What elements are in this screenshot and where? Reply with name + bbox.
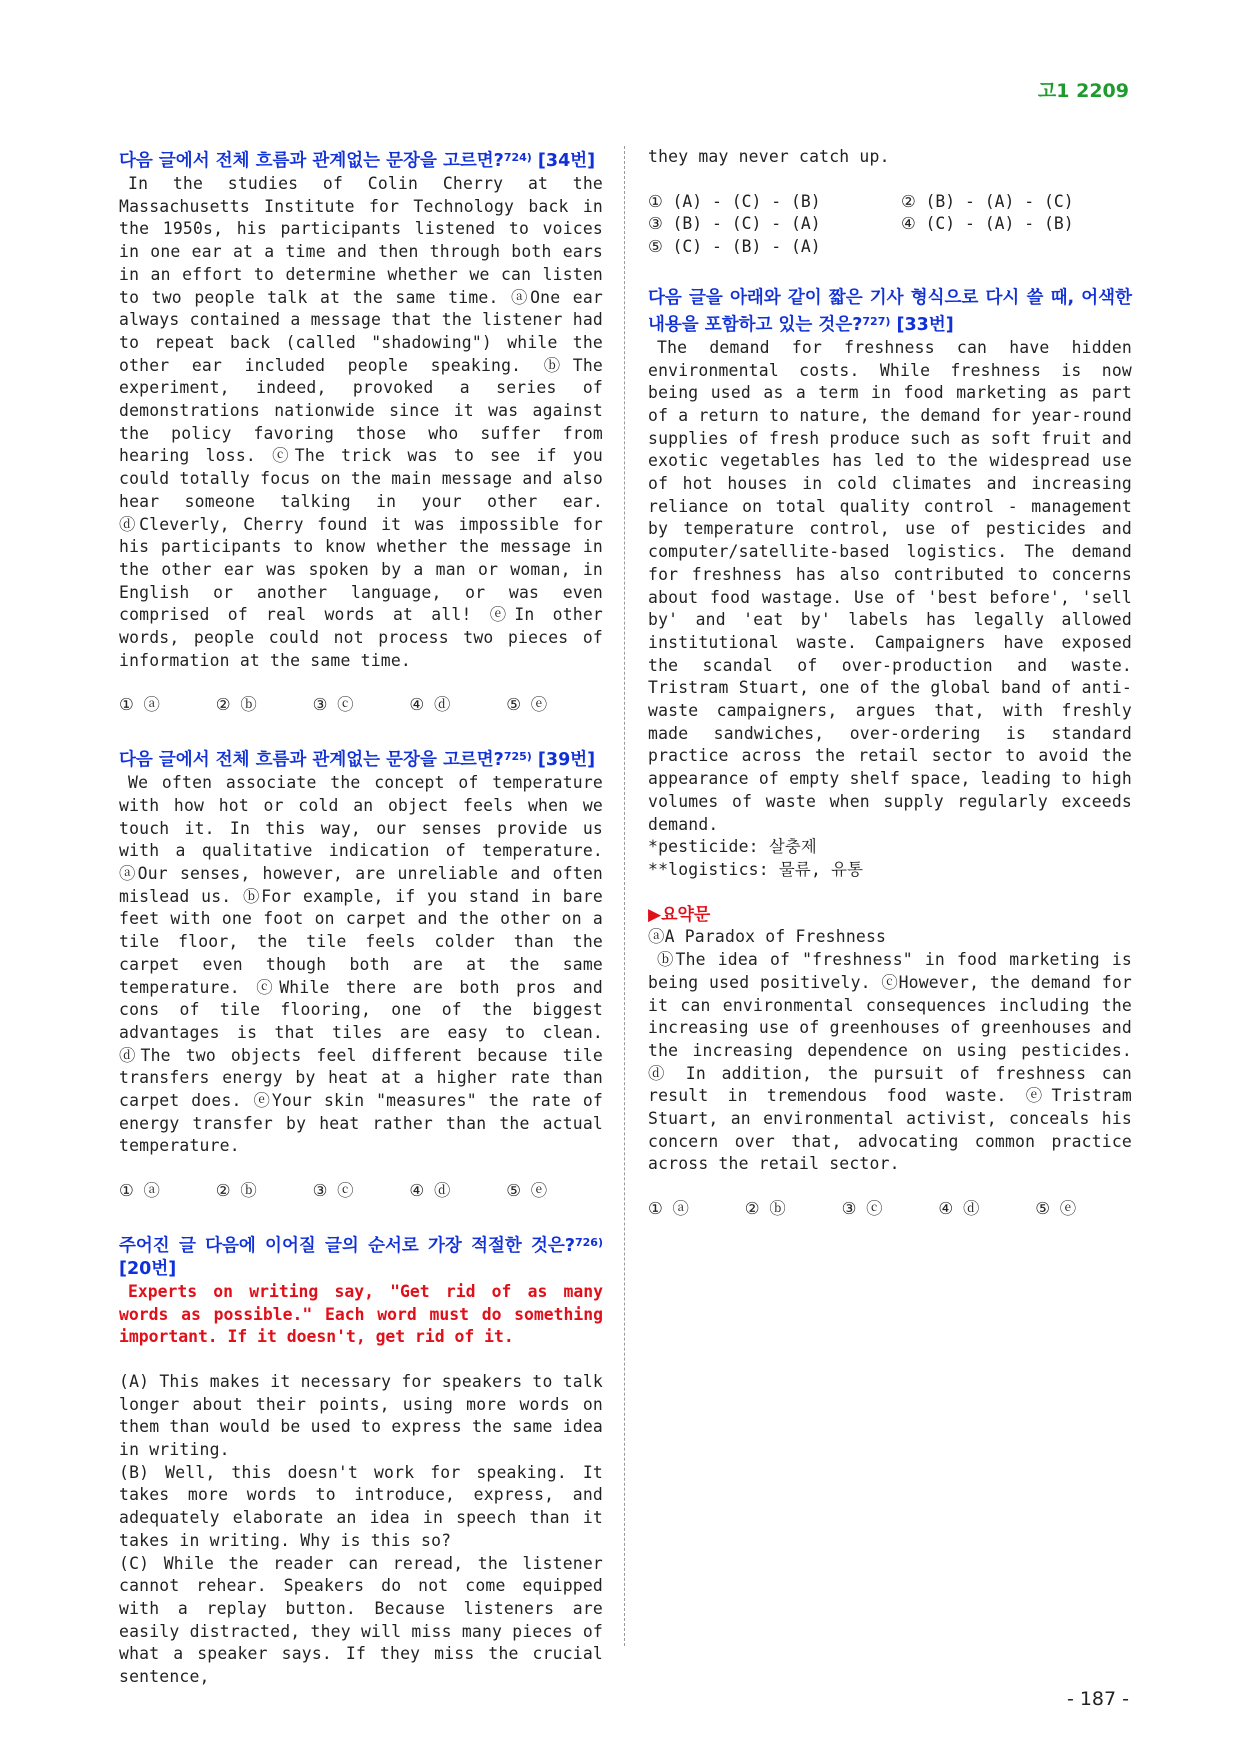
question-title: 다음 글을 아래와 같이 짧은 기사 형식으로 다시 쓸 때, 어색한 내용을 포함하고 있는 것은?$^{727)}$ [33번] [648,287,1132,335]
question-726-continued [648,146,1132,259]
answer-choices [648,1198,1132,1221]
choice-1[interactable]: ① ⓐ [119,695,160,715]
choice-3[interactable]: ③ ⓒ [312,1181,354,1201]
question-passage: The demand for freshness can have hidden environmental costs. While freshness is now being used as a term in food marketing as part of a return to nature, the demand for year-round supplies of fresh produce such as soft fruit and exotic vegetables has led to the widespread use of hot houses in cold climates and increasing reliance on total quality control - management by temperature control, use of pesticides and computer/satellite-based logistics. The demand for freshness has also contributed to concerns about food wastage. Use of 'best before', 'sell by' and 'eat by' labels has legally allowed institutional waste. Campaigners have exposed the scandal of over-production and waste. Tristram Stuart, one of the global band of anti-waste campaigners, argues that, with freshly made sandwiches, over-ordering is standard practice across the retail sector to avoid the appearance of empty shelf space, leading to high volumes of waste when supply regularly exceeds demand. [648,337,1143,834]
footnote-logistics: **logistics: 물류, 유통 [648,859,864,879]
choice-4[interactable]: ④ ⓓ [409,1181,451,1201]
choice-1[interactable]: ① ⓐ [648,1199,689,1219]
question-726 [119,1231,614,1689]
answer-choices [648,191,1132,259]
question-passage: We often associate the concept of temperature with how hot or cold an object feels when we touch it. In this way, our senses provide us with a qualitative indication of temperature. ⓐOur senses, however, are unreliable and often mislead us. ⓑFor example, if you stand in bare feet with one foot on carpet and the other on a tile floor, the tile feels colder than the carpet even though both are at the same temperature. ⓒWhile there are both pros and cons of tile flooring, one of the biggest advantages is that tiles are easy to clean. ⓓThe two objects feel different because tile transfers energy by heat at a higher rate than carpet does. ⓔYour skin "measures" the rate of energy transfer by heat rather than the actual temperature. [119,773,614,1156]
paragraph-b: (B) Well, this doesn't work for speaking. It takes more words to introduce, express, and adequately elaborate an idea in speech than it takes in writing. Why is this so? [119,1462,614,1550]
question-passage: In the studies of Colin Cherry at the Massachusetts Institute for Technology back in the 1950s, his participants listened to voices in one ear at a time and then through both ears in an effort to determine whether we can listen to two people talk at the same time. ⓐOne ear always contained a message that the listener had to repeat back (called "shadowing") while the other ear included people speaking. ⓑThe experiment, indeed, provoked a series of demonstrations nationwide since it was against the policy favoring those who suffer from hearing loss. ⓒThe trick was to see if you could totally focus on the main message and also hear someone talking in your other ear. ⓓCleverly, Cherry found it was impossible for his participants to know whether the message in the other ear was spoken by a man or woman, in English or another language, or was even comprised of real words at all! ⓔIn other words, people could not process two pieces of information at the same time. [119,174,614,670]
question-725 [119,745,614,1203]
question-title: 다음 글에서 전체 흐름과 관계없는 문장을 고르면?$^{724)}$ [34번] [119,151,596,171]
choice-4[interactable]: ④ (C) - (A) - (B) [901,214,1074,234]
choice-4[interactable]: ④ ⓓ [409,695,451,715]
answer-choices [119,1180,603,1203]
choice-1[interactable]: ① (A) - (C) - (B) [648,191,821,211]
column-divider [624,146,625,1646]
page-number: - 187 - [1066,1688,1129,1710]
footnote-pesticide: *pesticide: 살충제 [648,837,817,857]
choice-5[interactable]: ⑤ ⓔ [506,695,548,715]
question-title: 주어진 글 다음에 이어질 글의 순서로 가장 적절한 것은?$^{726)}$ [20번] [119,1235,603,1279]
choice-2[interactable]: ② (B) - (A) - (C) [901,191,1074,211]
question-727 [648,287,1143,1221]
answer-choices [119,694,603,717]
choice-2[interactable]: ② ⓑ [215,1181,257,1201]
summary-heading: ▶요약문 [648,904,711,925]
page-header-tag: 고1 2209 [1037,80,1129,102]
choice-5[interactable]: ⑤ ⓔ [506,1181,548,1201]
choice-3[interactable]: ③ ⓒ [312,695,354,715]
choice-2[interactable]: ② ⓑ [744,1199,786,1219]
paragraph-c: (C) While the reader can reread, the listener cannot rehear. Speakers do not come equipped with a replay button. Because listeners are easily distracted, they will miss many pieces of what a speaker says. If they miss the crucial sentence, [119,1553,614,1687]
choice-4[interactable]: ④ ⓓ [938,1199,980,1219]
choice-1[interactable]: ① ⓐ [119,1181,160,1201]
choice-5[interactable]: ⑤ (C) - (B) - (A) [648,237,821,257]
paragraph-c-continued: they may never catch up. [648,147,890,166]
choice-2[interactable]: ② ⓑ [215,695,257,715]
paragraph-a: (A) This makes it necessary for speakers to talk longer about their points, using more words on them than would be used to express the same idea in writing. [119,1371,614,1460]
choice-5[interactable]: ⑤ ⓔ [1035,1199,1077,1219]
choice-3[interactable]: ③ (B) - (C) - (A) [648,214,821,234]
question-724 [119,146,614,717]
left-column [119,146,614,1689]
summary-title: ⓐA Paradox of Freshness [648,927,887,947]
question-title: 다음 글에서 전체 흐름과 관계없는 문장을 고르면?$^{725)}$ [39번] [119,750,596,771]
given-passage: Experts on writing say, "Get rid of as many words as possible." Each word must do something important. If it doesn't, get rid of it. [119,1281,603,1347]
right-column [648,146,1143,1221]
choice-3[interactable]: ③ ⓒ [841,1199,883,1219]
summary-body: ⓑThe idea of "freshness" in food marketing is being used positively. ⓒHowever, the demand for it can environmental consequences including the increasing use of greenhouses of greenhouses and the increasing dependence on using pesticides. ⓓ In addition, the pursuit of freshness can result in tremendous food waste. ⓔTristram Stuart, an environmental activist, conceals his concern over that, advocating common practice across the retail sector. [648,950,1143,1174]
